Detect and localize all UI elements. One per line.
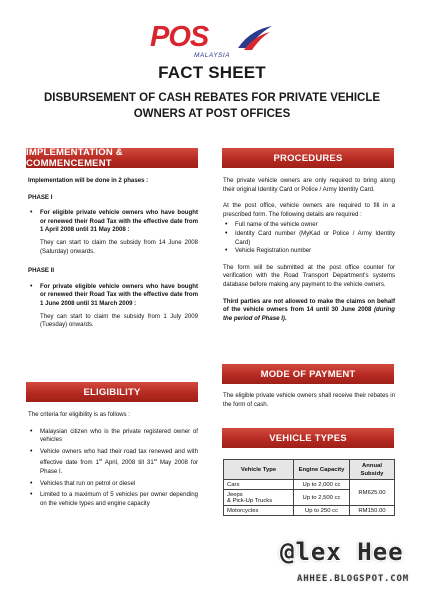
phase1-list bbox=[28, 209, 198, 235]
cell-engine-capacity: Up to 2,000 cc bbox=[294, 480, 350, 490]
cell-engine-capacity: Up to 250 cc bbox=[294, 506, 350, 516]
table-row bbox=[224, 480, 395, 490]
table-row bbox=[224, 506, 395, 516]
procedures-section bbox=[223, 177, 395, 331]
logo-sub: MALAYSIA bbox=[194, 52, 231, 59]
procedures-item: • Vehicle Registration number bbox=[223, 247, 395, 256]
phase2-label: PHASE II bbox=[28, 267, 55, 275]
eligibility-item: • Limited to a maximum of 5 vehicles per owner depending on the vehicle types and engine capacity bbox=[28, 491, 198, 508]
eligibility-list bbox=[28, 428, 198, 509]
eligibility-item: • Vehicles that run on petrol or diesel bbox=[28, 480, 198, 489]
payment-heading: MODE OF PAYMENT bbox=[222, 364, 394, 384]
implementation-intro: Implementation will be done in 2 phases : bbox=[28, 177, 149, 184]
cell-vehicle-type: Cars bbox=[224, 480, 294, 490]
col-header-annual-subsidy: Annual Subsidy bbox=[350, 460, 395, 480]
implementation-heading: IMPLEMENTATION & COMMENCEMENT bbox=[26, 148, 198, 168]
logo-swoosh-icon bbox=[236, 24, 274, 52]
procedures-p2: At the post office, vehicle owners are required to fill in a prescribed form. The following details are required : bbox=[223, 202, 395, 218]
procedures-p4: Third parties are not allowed to make the claims on behalf of the vehicle owners from 14 until 30 June 2008 (during the period of Phase I). bbox=[223, 297, 395, 322]
cell-engine-capacity: Up to 2,500 cc bbox=[294, 490, 350, 506]
eligibility-section bbox=[28, 411, 198, 512]
phase2-bold: For private eligible vehicle owners who have bought or renewed their Road Tax with the effective date from 1 June 2008 until 31 March 2009 : bbox=[40, 282, 198, 307]
phase1-rest: They can start to claim the subsidy from 14 June 2008 (Saturday) onwards. bbox=[40, 238, 198, 255]
table-header-row bbox=[224, 460, 395, 480]
vehicle-types-table bbox=[223, 459, 395, 516]
eligibility-item: • Malaysian citizen who is the private registered owner of vehicles bbox=[28, 428, 198, 445]
procedures-item: • Full name of the vehicle owner bbox=[223, 221, 395, 230]
procedures-heading: PROCEDURES bbox=[222, 148, 394, 168]
payment-text: The eligible private vehicle owners shall receive their rebates in the form of cash. bbox=[223, 392, 395, 408]
watermark-url: AHHEE.BLOGSPOT.COM bbox=[297, 574, 409, 584]
col-header-vehicle-type: Vehicle Type bbox=[224, 460, 294, 480]
phase1-label: PHASE I bbox=[28, 193, 53, 201]
implementation-section bbox=[28, 177, 198, 338]
phase1-item bbox=[28, 209, 198, 235]
procedures-list bbox=[223, 221, 395, 255]
eligibility-heading: ELIGIBILITY bbox=[26, 382, 198, 402]
cell-vehicle-type: Jeeps & Pick-Up Trucks bbox=[224, 490, 294, 506]
logo-brand: POS bbox=[150, 21, 209, 53]
page-subtitle: DISBURSEMENT OF CASH REBATES FOR PRIVATE VEHICLE OWNERS AT POST OFFICES bbox=[43, 92, 381, 120]
cell-annual-subsidy: RM625.00 bbox=[350, 480, 395, 506]
cell-annual-subsidy: RM150.00 bbox=[350, 506, 395, 516]
phase1-bold: For eligible private vehicle owners who have bought or renewed their Road Tax with the effective date from 1 April 2008 until 31 May 2008 : bbox=[40, 209, 198, 234]
phase2-rest: They can start to claim the subsidy from 1 July 2009 (Tuesday) onwards. bbox=[40, 312, 198, 329]
eligibility-item: • Vehicle owners who had their road tax renewed and with effective date from 1st April, 2008 till 31st May 2008 for Phase I. bbox=[28, 448, 198, 477]
eligibility-intro: The criteria for eligibility is as follows : bbox=[28, 411, 130, 418]
watermark-name: @lex Hee bbox=[280, 538, 404, 566]
procedures-p3: The form will be submitted at the post office counter for verification with the Road Transport Department's systems database before making any payment to the vehicle owners. bbox=[223, 263, 395, 288]
pos-malaysia-logo bbox=[150, 22, 274, 62]
procedures-item: • Identity Card number (MyKad or Police / Army Identity Card) bbox=[223, 230, 395, 247]
cell-vehicle-type: Motorcycles bbox=[224, 506, 294, 516]
col-header-engine-capacity: Engine Capacity bbox=[294, 460, 350, 480]
vehicle-types-heading: VEHICLE TYPES bbox=[222, 428, 394, 448]
procedures-p1: The private vehicle owners are only required to bring along their original Identity Card or Police / Army Identity Card. bbox=[223, 177, 395, 193]
phase2-item bbox=[28, 283, 198, 309]
phase2-list bbox=[28, 283, 198, 309]
page-title: FACT SHEET bbox=[158, 63, 266, 82]
